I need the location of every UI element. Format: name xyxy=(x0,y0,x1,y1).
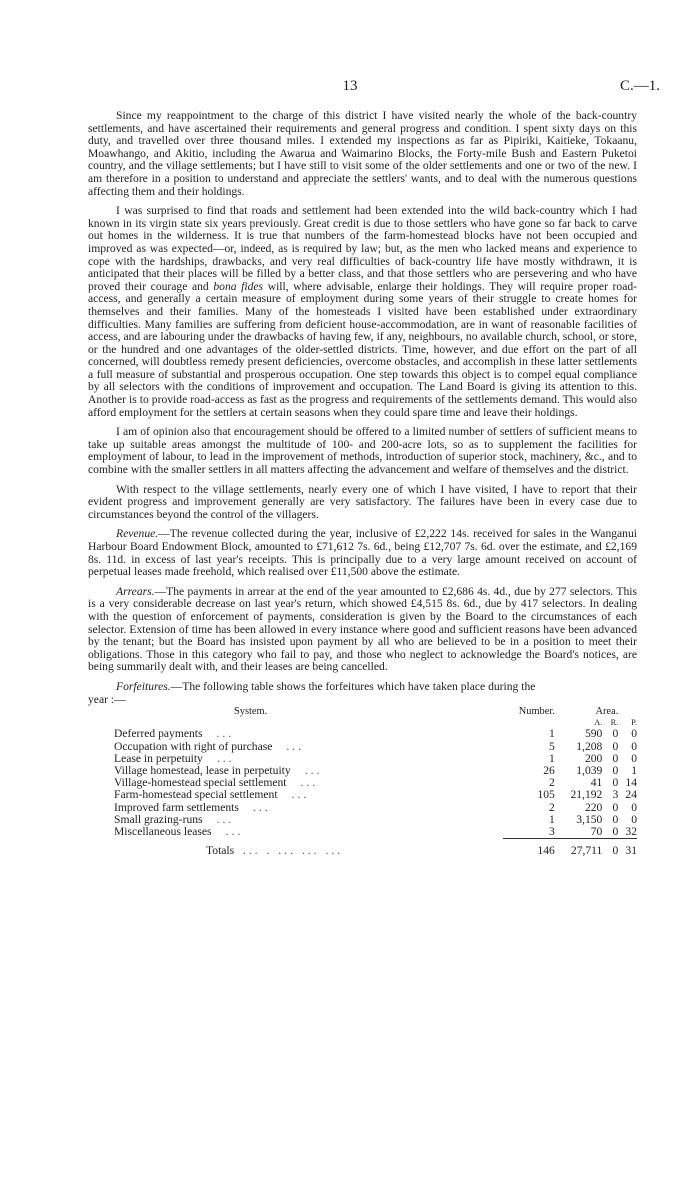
row-number: 1 xyxy=(549,812,555,826)
row-number: 105 xyxy=(537,788,555,802)
paragraph-reappointment: Since my reappointment to the charge of this district I have visited nearly the whole of the back-country settlements, and have ascertained their requirements and general progress and condition. I spent sixty days on this duty, and travelled over three thousand miles. I extended my inspections as far as Pipiriki, Kaitieke, Tokaanu, Moawhango, and Akitio, including the Awarua and Waimarino Blocks, the Forty-mile Bush and Eastern Puketoi country, and the village settlements; but I have still to visit some of the older settlements and one or two of the new. I am therefore in a position to understand and appreciate the settlers' wants, and to deal with the numerous questions affecting them and their holdings. xyxy=(88,109,637,198)
totals-label: Totals xyxy=(206,844,235,858)
italic-phrase: bona fides xyxy=(213,279,264,293)
document-reference: C.—1. xyxy=(619,78,660,94)
totals-number: 146 xyxy=(537,844,555,858)
row-system-label: Lease in perpetuity xyxy=(114,751,203,765)
row-number: 5 xyxy=(549,739,555,753)
paragraph-forfeitures xyxy=(88,681,637,694)
row-perches: 0 xyxy=(631,727,637,741)
row-perches: 0 xyxy=(631,800,637,814)
unit-roods: R. xyxy=(610,718,619,728)
paragraph-text: —The payments in arrear at the end of the year amounted to £2,686 4s. 4d., due by 277 selectors. This is a very considerable decrease on last year's return, which showed £4,515 8s. 6d., due by 417 selectors. In dealing with the question of enforcement of payments, consideration is given by the Board to the circumstances of each selector. Extension of time has been allowed in every instance where good and sufficient reasons have been advanced by the tenant; but the Board has insisted upon payment by all who are believed to be in a position to meet their obligations. Those in this category who fail to pay, and those who neglect to acknowledge the Board's notices, are being summarily dealt with, and their leases are being cancelled. xyxy=(88,584,637,674)
unit-perches: P. xyxy=(631,718,637,728)
row-roods: 0 xyxy=(612,739,619,753)
row-acres: 3,150 xyxy=(576,812,603,826)
row-system-label: Occupation with right of purchase xyxy=(114,739,273,753)
table-totals-row xyxy=(114,845,637,857)
row-system xyxy=(114,826,503,839)
row-roods: 0 xyxy=(612,727,619,741)
forfeitures-table xyxy=(114,706,637,857)
row-perches: 0 xyxy=(631,812,637,826)
row-system-label: Village-homestead special settlement xyxy=(114,776,287,790)
column-header-area: Area. xyxy=(595,706,619,718)
row-system-label: Deferred payments xyxy=(114,727,203,741)
leader-dots: ... xyxy=(300,776,319,790)
row-number: 3 xyxy=(549,824,555,838)
column-header-number: Number. xyxy=(518,706,555,718)
body-text xyxy=(88,110,637,857)
row-acres: 70 xyxy=(590,824,603,838)
section-heading-arrears: Arrears. xyxy=(116,584,155,598)
row-roods: 0 xyxy=(612,751,619,765)
paragraph-encouragement: I am of opinion also that encouragement should be offered to a limited number of settlers of sufficient means to take up suitable areas amongst the multitude of 100- and 200-acre lots, so as to supplement the facilities for employment of labour, to lead in the improvement of methods, introduction of superior stock, machinery, &c., and to combine with the smaller settlers in all matters affecting the advancement and welfare of themselves and the district. xyxy=(88,425,637,477)
leader-dots: ... xyxy=(216,727,235,741)
year-line: year :— xyxy=(88,692,126,706)
paragraph-arrears xyxy=(88,586,637,674)
row-number: 2 xyxy=(549,800,555,814)
row-acres: 21,192 xyxy=(570,788,603,802)
row-acres: 590 xyxy=(584,727,603,741)
paragraph-text: I was surprised to find that roads and settlement had been extended into the wild back-country which I had known in its virgin state six years previously. Great credit is due to those settlers who have gone so far back to carve out homes in the wilderness. It is true that numbers of the farm-homestead blocks have not been occupied and improved as was expected—or, indeed, as is required by law; but, as the men who lacked means and experience to cope with the hardships, drawbacks, and very real difficulties of back-country life have mostly withdrawn, it is anticipated that their places will be filled by a better class, and that those settlers who are persevering and who have proved their courage and xyxy=(88,204,637,293)
paragraph-roads-settlement xyxy=(88,205,637,419)
row-number: 1 xyxy=(549,751,555,765)
row-perches: 0 xyxy=(631,751,637,765)
row-roods: 0 xyxy=(612,812,619,826)
row-acres: 1,208 xyxy=(576,739,603,753)
row-roods: 3 xyxy=(612,788,619,802)
column-header-system: System. xyxy=(234,706,268,718)
leader-dots: ... xyxy=(216,751,235,765)
leader-dots: ... xyxy=(286,739,305,753)
row-system-label: Small grazing-runs xyxy=(114,812,203,826)
row-system-label: Village homestead, lease in perpetuity xyxy=(114,763,291,777)
row-number: 26 xyxy=(543,763,555,777)
paragraph-text: will, where advisable, enlarge their holdings. They will require proper road-access, and generally a certain measure of employment during some years of their struggle to create homes for themselves and their families. Many of the homesteads I visited have been established under extraordinary difficulties. Many families are suffering from deficient house-accommodation, are in want of reasonable facilities of access, and are labouring under the drawbacks of having few, if any, neighbours, no available church, school, or store, or the hundred and one advantages of the older-settled districts. Time, however, and due effort on the part of all concerned, will doubtless remedy present deficiencies, overcome obstacles, and accomplish in these latter settlements a full measure of substantial and prosperous occupation. One step towards this object is to compel equal compliance by all selectors with the conditions of improvement and occupation. The Land Board is giving its attention to this. Another is to provide road-access as fast as the progress and requirements of the settlements demand. This would also afford employment for the settlers at certain seasons when they could spare time and leave their holdings. xyxy=(88,279,638,419)
leader-dots: ... xyxy=(216,812,235,826)
paragraph-revenue xyxy=(88,528,637,578)
row-number: 1 xyxy=(549,727,555,741)
totals-leader-dots: ... . ... ... ... xyxy=(242,844,344,858)
row-system-label: Farm-homestead special settlement xyxy=(114,788,278,802)
totals-roods: 0 xyxy=(612,844,619,858)
row-roods: 0 xyxy=(612,763,619,777)
page-number: 13 xyxy=(342,78,358,94)
row-perches: 0 xyxy=(631,739,637,753)
row-perches: 14 xyxy=(625,776,637,790)
leader-dots: ... xyxy=(291,788,310,802)
totals-perches: 31 xyxy=(625,844,637,858)
section-heading-forfeitures: Forfeitures. xyxy=(116,679,171,693)
table-row xyxy=(114,826,637,839)
row-acres: 200 xyxy=(584,751,603,765)
paragraph-text: —The following table shows the forfeitures which have taken place during the xyxy=(170,679,536,693)
row-perches: 1 xyxy=(631,763,637,777)
leader-dots: ... xyxy=(225,824,244,838)
row-system-label: Improved farm settlements xyxy=(114,800,239,814)
row-roods: 0 xyxy=(612,776,619,790)
paragraph-text: —The revenue collected during the year, inclusive of £2,222 14s. received for sales in the Wanganui Harbour Board Endowment Block, amounted to £71,612 7s. 6d., being £12,707 7s. 6d. over the estimate, and £2,169 8s. 11d. in excess of last year's receipts. This is principally due to a very large amount received on account of perpetual leases made freehold, which realised over £11,500 above the estimate. xyxy=(88,527,637,579)
row-perches: 24 xyxy=(625,788,637,802)
totals-acres: 27,711 xyxy=(570,844,603,858)
section-heading-revenue: Revenue. xyxy=(116,527,159,541)
leader-dots: ... xyxy=(252,800,271,814)
row-acres: 1,039 xyxy=(576,763,603,777)
leader-dots: ... xyxy=(304,763,323,777)
row-roods: 0 xyxy=(612,824,619,838)
row-number: 2 xyxy=(549,776,555,790)
row-acres: 41 xyxy=(590,776,603,790)
row-acres: 220 xyxy=(584,800,603,814)
unit-acres: A. xyxy=(594,718,603,728)
table-header-row xyxy=(114,706,637,718)
row-system-label: Miscellaneous leases xyxy=(114,824,212,838)
row-roods: 0 xyxy=(612,800,619,814)
paragraph-village-settlements: With respect to the village settlements, nearly every one of which I have visited, I have to report that their evident progress and improvement generally are very satisfactory. The failures have been in every case due to circumstances beyond the control of the villagers. xyxy=(88,482,637,521)
row-perches: 32 xyxy=(625,824,637,838)
